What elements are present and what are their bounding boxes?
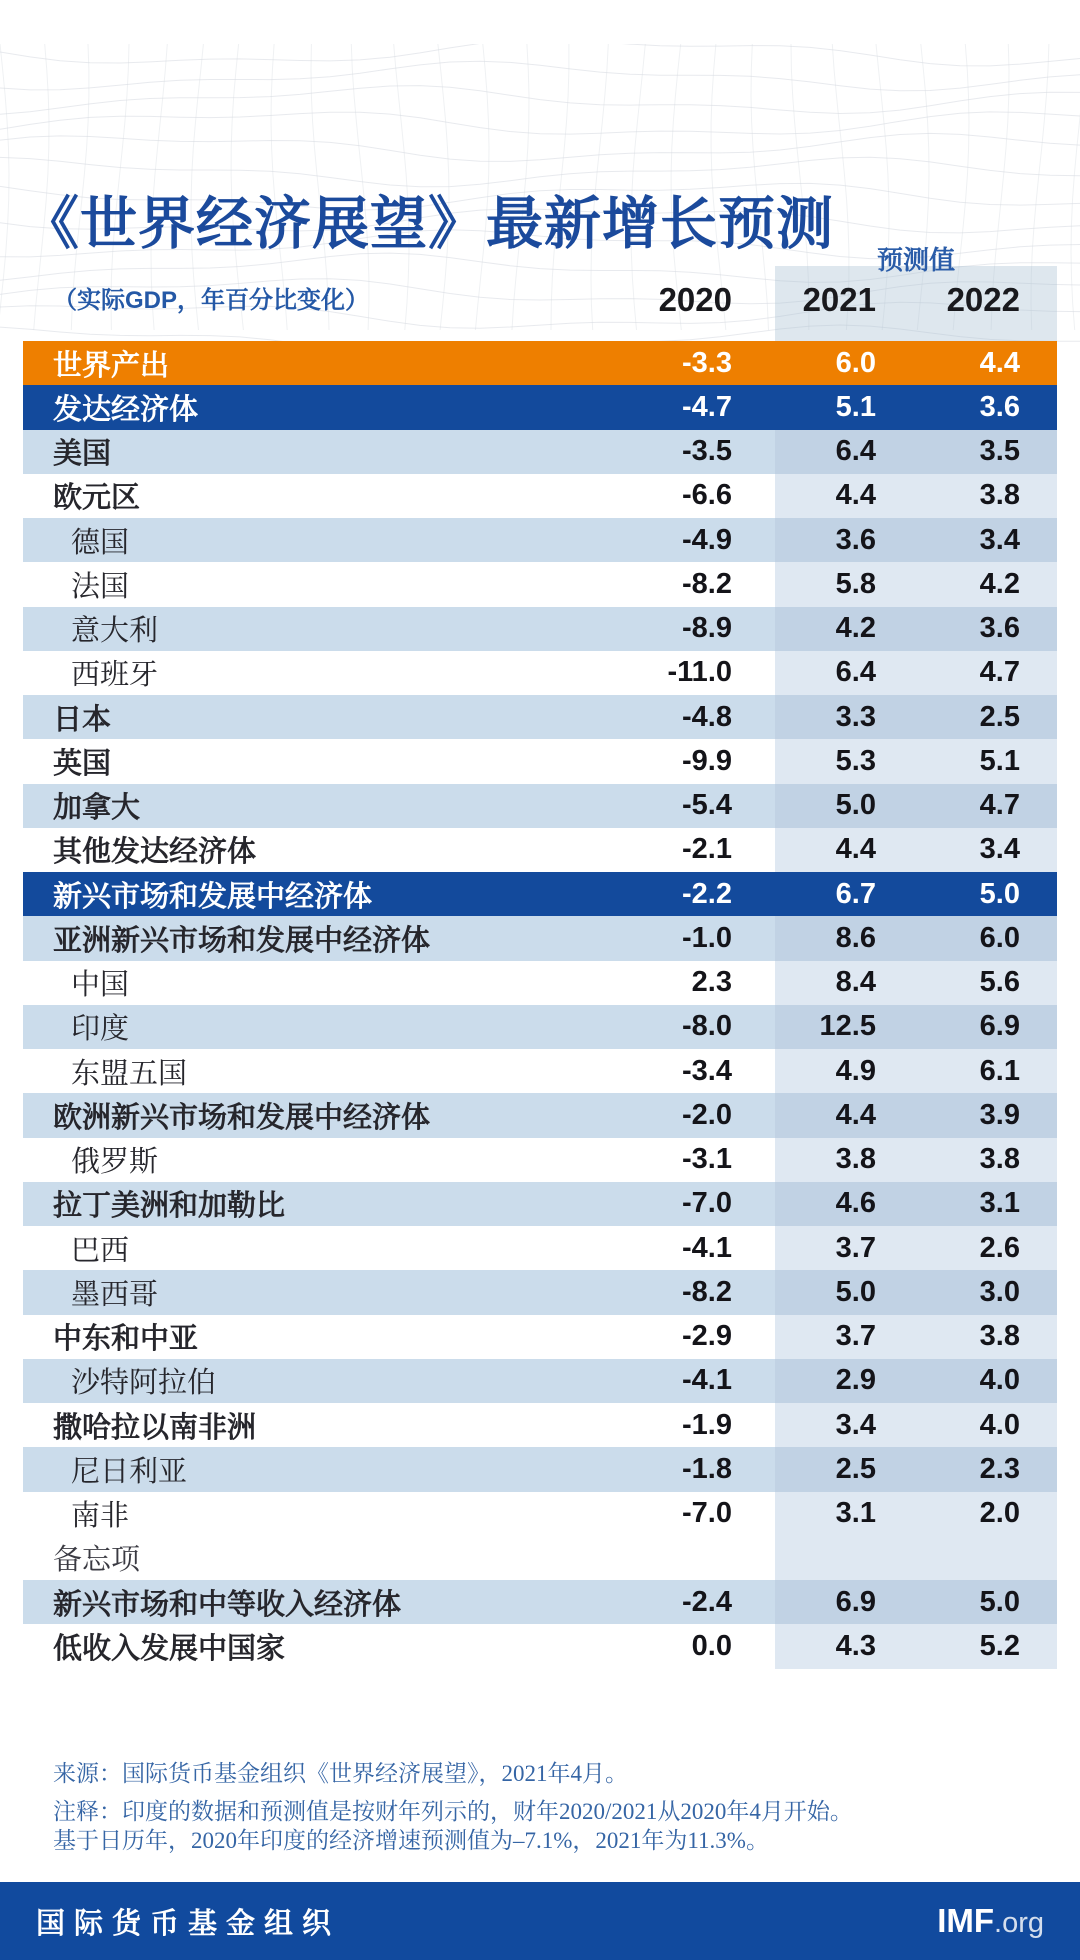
row-label: 低收入发展中国家 bbox=[53, 1632, 286, 1665]
value-2021: 12.5 bbox=[775, 1005, 916, 1049]
row-label: 墨西哥 bbox=[71, 1278, 159, 1311]
value-2020: -4.1 bbox=[682, 1364, 732, 1397]
row-label: 欧元区 bbox=[53, 482, 141, 515]
value-2021: 4.4 bbox=[775, 1093, 916, 1137]
value-2022: 5.6 bbox=[916, 961, 1057, 1005]
value-2022: 3.1 bbox=[916, 1182, 1057, 1226]
value-2021: 5.0 bbox=[775, 784, 916, 828]
value-2021: 4.6 bbox=[775, 1182, 916, 1226]
forecast-label: 预测值 bbox=[876, 245, 955, 275]
table-row bbox=[23, 518, 1057, 562]
value-2021: 8.4 bbox=[775, 961, 916, 1005]
value-2020: -8.2 bbox=[682, 1275, 732, 1308]
value-2022: 4.0 bbox=[916, 1403, 1057, 1447]
table-row bbox=[23, 1049, 1057, 1093]
table-subtitle: （实际GDP，年百分比变化） bbox=[53, 287, 370, 314]
value-2020: -4.7 bbox=[682, 390, 732, 423]
row-label: 其他发达经济体 bbox=[53, 836, 257, 869]
row-label: 印度 bbox=[71, 1013, 130, 1046]
row-label: 巴西 bbox=[71, 1234, 130, 1267]
footnote bbox=[53, 1797, 1013, 1856]
value-2020: -11.0 bbox=[667, 656, 732, 689]
table-row bbox=[23, 1182, 1057, 1226]
footer-bar bbox=[0, 1882, 1080, 1960]
value-2020: -4.8 bbox=[682, 700, 732, 733]
table-row bbox=[23, 474, 1057, 518]
value-2020: -3.5 bbox=[682, 435, 732, 468]
value-2020: -2.9 bbox=[682, 1320, 732, 1353]
table-row bbox=[23, 872, 1057, 916]
value-2021: 3.8 bbox=[775, 1138, 916, 1182]
value-2022: 5.1 bbox=[916, 739, 1057, 783]
value-2022: 2.5 bbox=[916, 695, 1057, 739]
value-2021: 2.5 bbox=[775, 1447, 916, 1491]
value-2021: 4.4 bbox=[775, 828, 916, 872]
value-2021: 3.6 bbox=[775, 518, 916, 562]
imf-org-bold: IMF bbox=[937, 1902, 995, 1939]
value-2020: -4.9 bbox=[682, 523, 732, 556]
value-2020: -3.3 bbox=[682, 346, 732, 379]
value-2021: 5.1 bbox=[835, 390, 876, 423]
value-2020: -8.2 bbox=[682, 567, 732, 600]
value-2022: 3.6 bbox=[979, 390, 1020, 423]
footnote-line1: 注释：印度的数据和预测值是按财年列示的，财年2020/2021从2020年4月开始。 bbox=[53, 1799, 853, 1824]
value-2022: 2.3 bbox=[916, 1447, 1057, 1491]
value-2021: 3.7 bbox=[775, 1315, 916, 1359]
value-2020: -7.0 bbox=[682, 1187, 732, 1220]
value-2020: -1.9 bbox=[682, 1408, 732, 1441]
table-row bbox=[23, 1315, 1057, 1359]
table-row bbox=[23, 1536, 1057, 1580]
table-row bbox=[23, 916, 1057, 960]
row-label: 南非 bbox=[71, 1500, 130, 1533]
value-2022: 5.0 bbox=[916, 1580, 1057, 1624]
row-label: 中东和中亚 bbox=[53, 1323, 199, 1356]
value-2021: 6.0 bbox=[835, 346, 876, 379]
value-2021: 3.3 bbox=[775, 695, 916, 739]
value-2022: 4.7 bbox=[916, 651, 1057, 695]
page-title: 《世界经济展望》最新增长预测 bbox=[22, 192, 834, 257]
table-row bbox=[23, 1403, 1057, 1447]
value-2020: -3.1 bbox=[682, 1143, 732, 1176]
table-row bbox=[23, 1492, 1057, 1536]
row-label: 尼日利亚 bbox=[71, 1455, 188, 1488]
row-label: 中国 bbox=[71, 969, 130, 1002]
value-2021: 6.4 bbox=[775, 430, 916, 474]
value-2021: 4.4 bbox=[775, 474, 916, 518]
value-2022: 4.2 bbox=[916, 562, 1057, 606]
value-2021: 6.4 bbox=[775, 651, 916, 695]
value-2020: -3.4 bbox=[682, 1054, 732, 1087]
value-2022: 2.6 bbox=[916, 1226, 1057, 1270]
imf-org-wordmark bbox=[937, 1902, 1044, 1940]
row-label: 发达经济体 bbox=[53, 393, 199, 426]
table-row bbox=[23, 607, 1057, 651]
row-label: 德国 bbox=[71, 526, 130, 559]
column-header-2022: 2022 bbox=[946, 281, 1020, 318]
row-label: 备忘项 bbox=[53, 1544, 141, 1577]
value-2022: 6.0 bbox=[916, 916, 1057, 960]
value-2021: 5.0 bbox=[775, 1270, 916, 1314]
value-2022: 5.0 bbox=[979, 877, 1020, 910]
table-row bbox=[23, 1270, 1057, 1314]
value-2022: 3.4 bbox=[916, 518, 1057, 562]
table-row bbox=[23, 1447, 1057, 1491]
value-2022: 4.4 bbox=[979, 346, 1020, 379]
value-2020: -9.9 bbox=[682, 744, 732, 777]
table-row bbox=[23, 1359, 1057, 1403]
value-2020: -1.8 bbox=[682, 1452, 732, 1485]
value-2020 bbox=[623, 1536, 775, 1580]
value-2022: 3.6 bbox=[916, 607, 1057, 651]
table-row bbox=[23, 562, 1057, 606]
row-label: 美国 bbox=[53, 438, 112, 471]
value-2021: 3.7 bbox=[775, 1226, 916, 1270]
value-2022: 3.4 bbox=[916, 828, 1057, 872]
value-2022: 6.9 bbox=[916, 1005, 1057, 1049]
value-2020: 2.3 bbox=[691, 966, 732, 999]
value-2020: -6.6 bbox=[682, 479, 732, 512]
value-2021: 2.9 bbox=[775, 1359, 916, 1403]
value-2022: 5.2 bbox=[916, 1624, 1057, 1668]
row-label: 西班牙 bbox=[71, 659, 159, 692]
value-2020: -2.2 bbox=[682, 877, 732, 910]
row-label: 日本 bbox=[53, 703, 112, 736]
value-2020: -2.1 bbox=[682, 833, 732, 866]
table-row bbox=[23, 1624, 1057, 1668]
value-2021: 4.2 bbox=[775, 607, 916, 651]
table-row bbox=[23, 1093, 1057, 1137]
row-label: 俄罗斯 bbox=[71, 1146, 159, 1179]
value-2021: 3.1 bbox=[775, 1492, 916, 1536]
column-header-2020: 2020 bbox=[658, 281, 732, 318]
value-2021: 4.9 bbox=[775, 1049, 916, 1093]
value-2022: 4.0 bbox=[916, 1359, 1057, 1403]
value-2022: 4.7 bbox=[916, 784, 1057, 828]
table-row bbox=[23, 695, 1057, 739]
value-2022: 3.9 bbox=[916, 1093, 1057, 1137]
row-label: 加拿大 bbox=[53, 792, 141, 825]
value-2022 bbox=[916, 1536, 1057, 1580]
row-label: 东盟五国 bbox=[71, 1057, 188, 1090]
value-2020: -7.0 bbox=[682, 1497, 732, 1530]
table-row bbox=[23, 651, 1057, 695]
value-2022: 6.1 bbox=[916, 1049, 1057, 1093]
table-row bbox=[23, 1005, 1057, 1049]
row-label: 欧洲新兴市场和发展中经济体 bbox=[53, 1101, 431, 1134]
table-row bbox=[23, 739, 1057, 783]
row-label: 拉丁美洲和加勒比 bbox=[53, 1190, 286, 1223]
value-2021: 4.3 bbox=[775, 1624, 916, 1668]
table-row bbox=[23, 961, 1057, 1005]
value-2021 bbox=[775, 1536, 916, 1580]
row-label: 沙特阿拉伯 bbox=[71, 1367, 217, 1400]
table-row bbox=[23, 341, 1057, 385]
value-2020: -1.0 bbox=[682, 921, 732, 954]
value-2021: 6.7 bbox=[835, 877, 876, 910]
table-header-row bbox=[23, 279, 1057, 319]
value-2022: 3.5 bbox=[916, 430, 1057, 474]
column-header-2021: 2021 bbox=[802, 281, 876, 318]
row-label: 意大利 bbox=[71, 615, 159, 648]
value-2020: -4.1 bbox=[682, 1231, 732, 1264]
row-label: 新兴市场和发展中经济体 bbox=[53, 880, 373, 913]
value-2021: 5.3 bbox=[775, 739, 916, 783]
row-label: 法国 bbox=[71, 570, 130, 603]
value-2022: 3.8 bbox=[916, 1315, 1057, 1359]
table-row bbox=[23, 1226, 1057, 1270]
table-row bbox=[23, 784, 1057, 828]
value-2022: 3.0 bbox=[916, 1270, 1057, 1314]
value-2021: 8.6 bbox=[775, 916, 916, 960]
row-label: 新兴市场和中等收入经济体 bbox=[53, 1588, 402, 1621]
value-2020: 0.0 bbox=[691, 1629, 732, 1662]
data-table bbox=[23, 341, 1057, 1669]
value-2021: 6.9 bbox=[775, 1580, 916, 1624]
row-label: 世界产出 bbox=[53, 349, 170, 382]
value-2021: 5.8 bbox=[775, 562, 916, 606]
table-row bbox=[23, 430, 1057, 474]
value-2022: 3.8 bbox=[916, 1138, 1057, 1182]
value-2020: -5.4 bbox=[682, 789, 732, 822]
footnote-line2: 基于日历年，2020年印度的经济增速预测值为–7.1%，2021年为11.3%。 bbox=[53, 1828, 769, 1854]
table-row bbox=[23, 1580, 1057, 1624]
source-note: 来源：国际货币基金组织《世界经济展望》，2021年4月。 bbox=[53, 1761, 628, 1786]
imf-org-suffix: .org bbox=[994, 1907, 1044, 1939]
imf-chinese-name: 国际货币基金组织 bbox=[36, 1907, 341, 1940]
table-row bbox=[23, 828, 1057, 872]
row-label: 撒哈拉以南非洲 bbox=[53, 1411, 257, 1444]
table-row bbox=[23, 385, 1057, 429]
value-2020: -2.4 bbox=[682, 1585, 732, 1618]
row-label: 英国 bbox=[53, 747, 112, 780]
value-2022: 3.8 bbox=[916, 474, 1057, 518]
row-label: 亚洲新兴市场和发展中经济体 bbox=[53, 924, 431, 957]
value-2021: 3.4 bbox=[775, 1403, 916, 1447]
value-2020: -2.0 bbox=[682, 1098, 732, 1131]
table-row bbox=[23, 1138, 1057, 1182]
value-2022: 2.0 bbox=[916, 1492, 1057, 1536]
value-2020: -8.9 bbox=[682, 612, 732, 645]
value-2020: -8.0 bbox=[682, 1010, 732, 1043]
